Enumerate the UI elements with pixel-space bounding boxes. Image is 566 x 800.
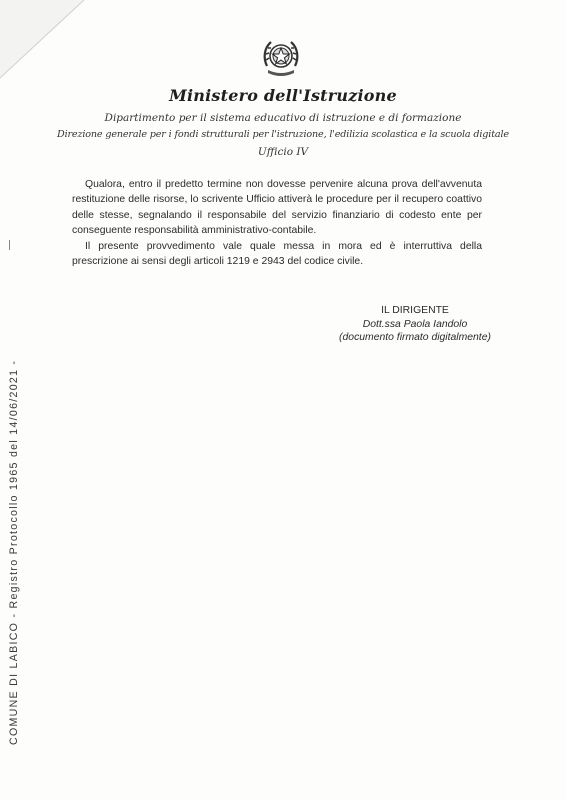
signature-role: IL DIRIGENTE [381, 305, 449, 316]
folded-corner [0, 0, 90, 90]
signature-name: Dott.ssa Paola Iandolo [362, 318, 468, 330]
office-line: Ufficio IV [257, 146, 309, 158]
signature-note: (documento firmato digitalmente) [339, 332, 491, 344]
letter-body [72, 177, 482, 269]
paragraph-notice: Il presente provvedimento vale quale messa in mora ed è interruttiva della prescrizione ai sensi degli articoli 1219 e 2943 del codice civile. [72, 240, 482, 268]
paragraph-recovery: Qualora, entro il predetto termine non dovesse pervenire alcuna prova dell'avvenuta restituzione delle risorse, lo scrivente Ufficio attiverà le procedure per il recupero coattivo delle stesse, segnalando il responsabile del servizio finanziario di codesto ente per conseguente responsabilità amministrativo-contabile. [72, 179, 482, 237]
directorate-line: Direzione generale per i fondi strutturali per l'istruzione, l'edilizia scolastica e la scuola digitale [57, 129, 509, 140]
ministry-title: Ministero dell'Istruzione [169, 86, 397, 105]
margin-mark [9, 240, 10, 250]
signature-block [320, 304, 510, 345]
department-line: Dipartimento per il sistema educativo di istruzione e di formazione [104, 112, 462, 124]
italian-republic-emblem-icon [261, 36, 301, 78]
protocol-stamp: COMUNE DI LABICO - Registro Protocollo 1965 del 14/06/2021 - [8, 359, 20, 745]
